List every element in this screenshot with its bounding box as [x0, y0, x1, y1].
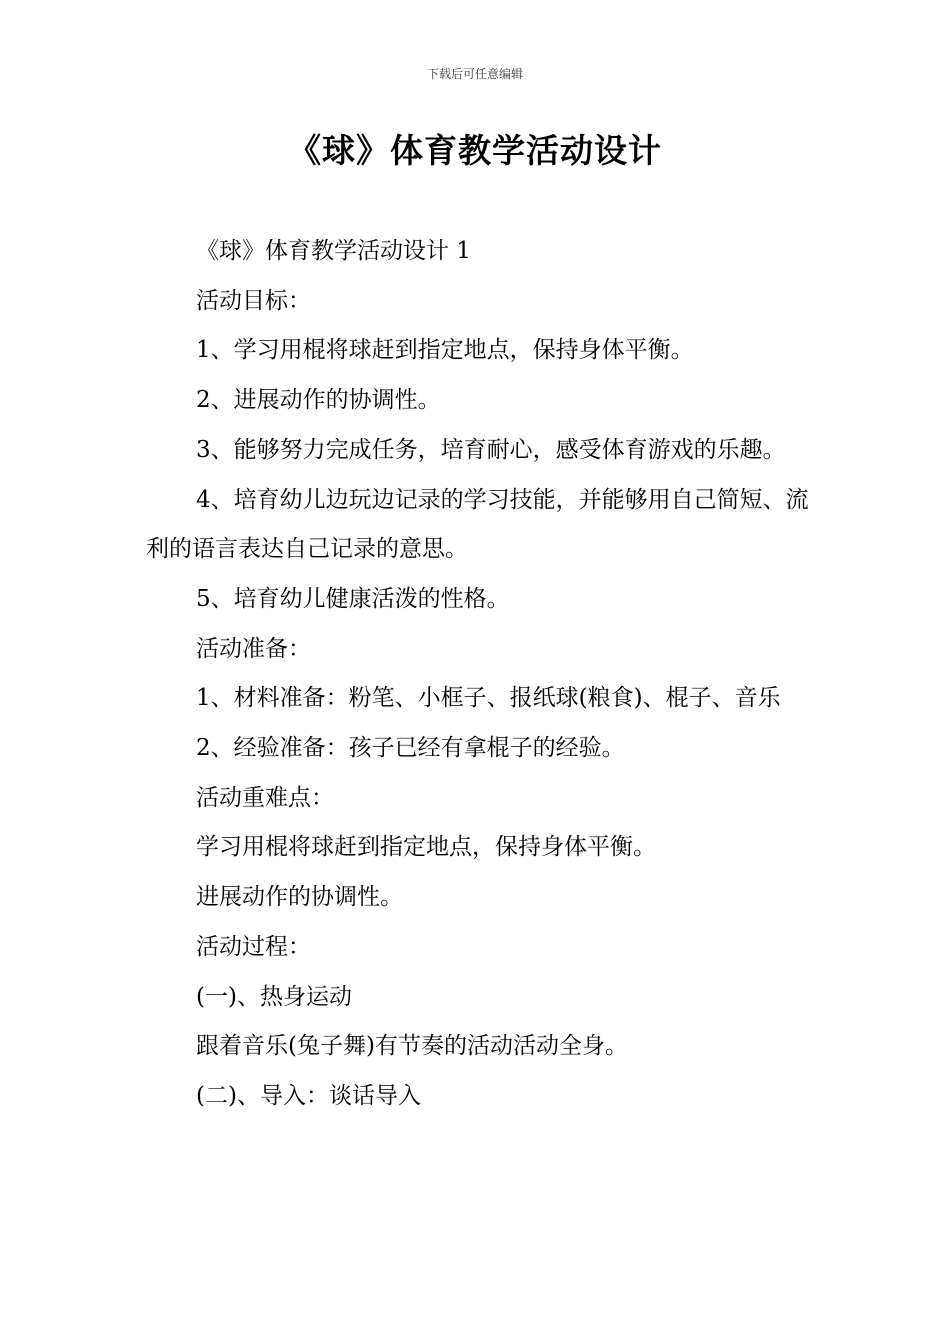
- paragraph-goal-3: 3、能够努力完成任务，培育耐心，感受体育游戏的乐趣。: [196, 436, 786, 463]
- paragraph-preparation-heading: 活动准备：: [196, 635, 311, 662]
- paragraph-process-step-1: (一)、热身运动: [196, 983, 352, 1010]
- paragraph-process-heading: 活动过程：: [196, 933, 311, 960]
- paragraph-key-point-2: 进展动作的协调性。: [196, 884, 403, 911]
- paragraph-key-points-heading: 活动重难点：: [196, 784, 334, 811]
- paragraph-goal-1: 1、学习用棍将球赶到指定地点，保持身体平衡。: [196, 337, 694, 364]
- paragraph-key-point-1: 学习用棍将球赶到指定地点，保持身体平衡。: [196, 834, 656, 861]
- paragraph-process-step-2: (二)、导入：谈话导入: [196, 1082, 421, 1109]
- paragraph-subtitle: 《球》体育教学活动设计 1: [196, 238, 471, 264]
- document-title: 《球》体育教学活动设计: [288, 131, 662, 170]
- header-note: 下载后可任意编辑: [426, 67, 523, 81]
- paragraph-preparation-1: 1、材料准备：粉笔、小框子、报纸球(粮食)、棍子、音乐: [196, 685, 781, 712]
- paragraph-process-step-1-detail: 跟着音乐(兔子舞)有节奏的活动活动全身。: [196, 1033, 628, 1060]
- paragraph-goals-heading: 活动目标：: [196, 287, 311, 314]
- paragraph-goal-5: 5、培育幼儿健康活泼的性格。: [196, 585, 510, 612]
- paragraph-preparation-2: 2、经验准备：孩子已经有拿棍子的经验。: [196, 735, 625, 762]
- document-body: [146, 227, 811, 1122]
- paragraph-goal-2: 2、进展动作的协调性。: [196, 387, 441, 414]
- paragraph-goal-4: 4、培育幼儿边玩边记录的学习技能，并能够用自己简短、流利的语言表达自己记录的意思。: [146, 486, 809, 563]
